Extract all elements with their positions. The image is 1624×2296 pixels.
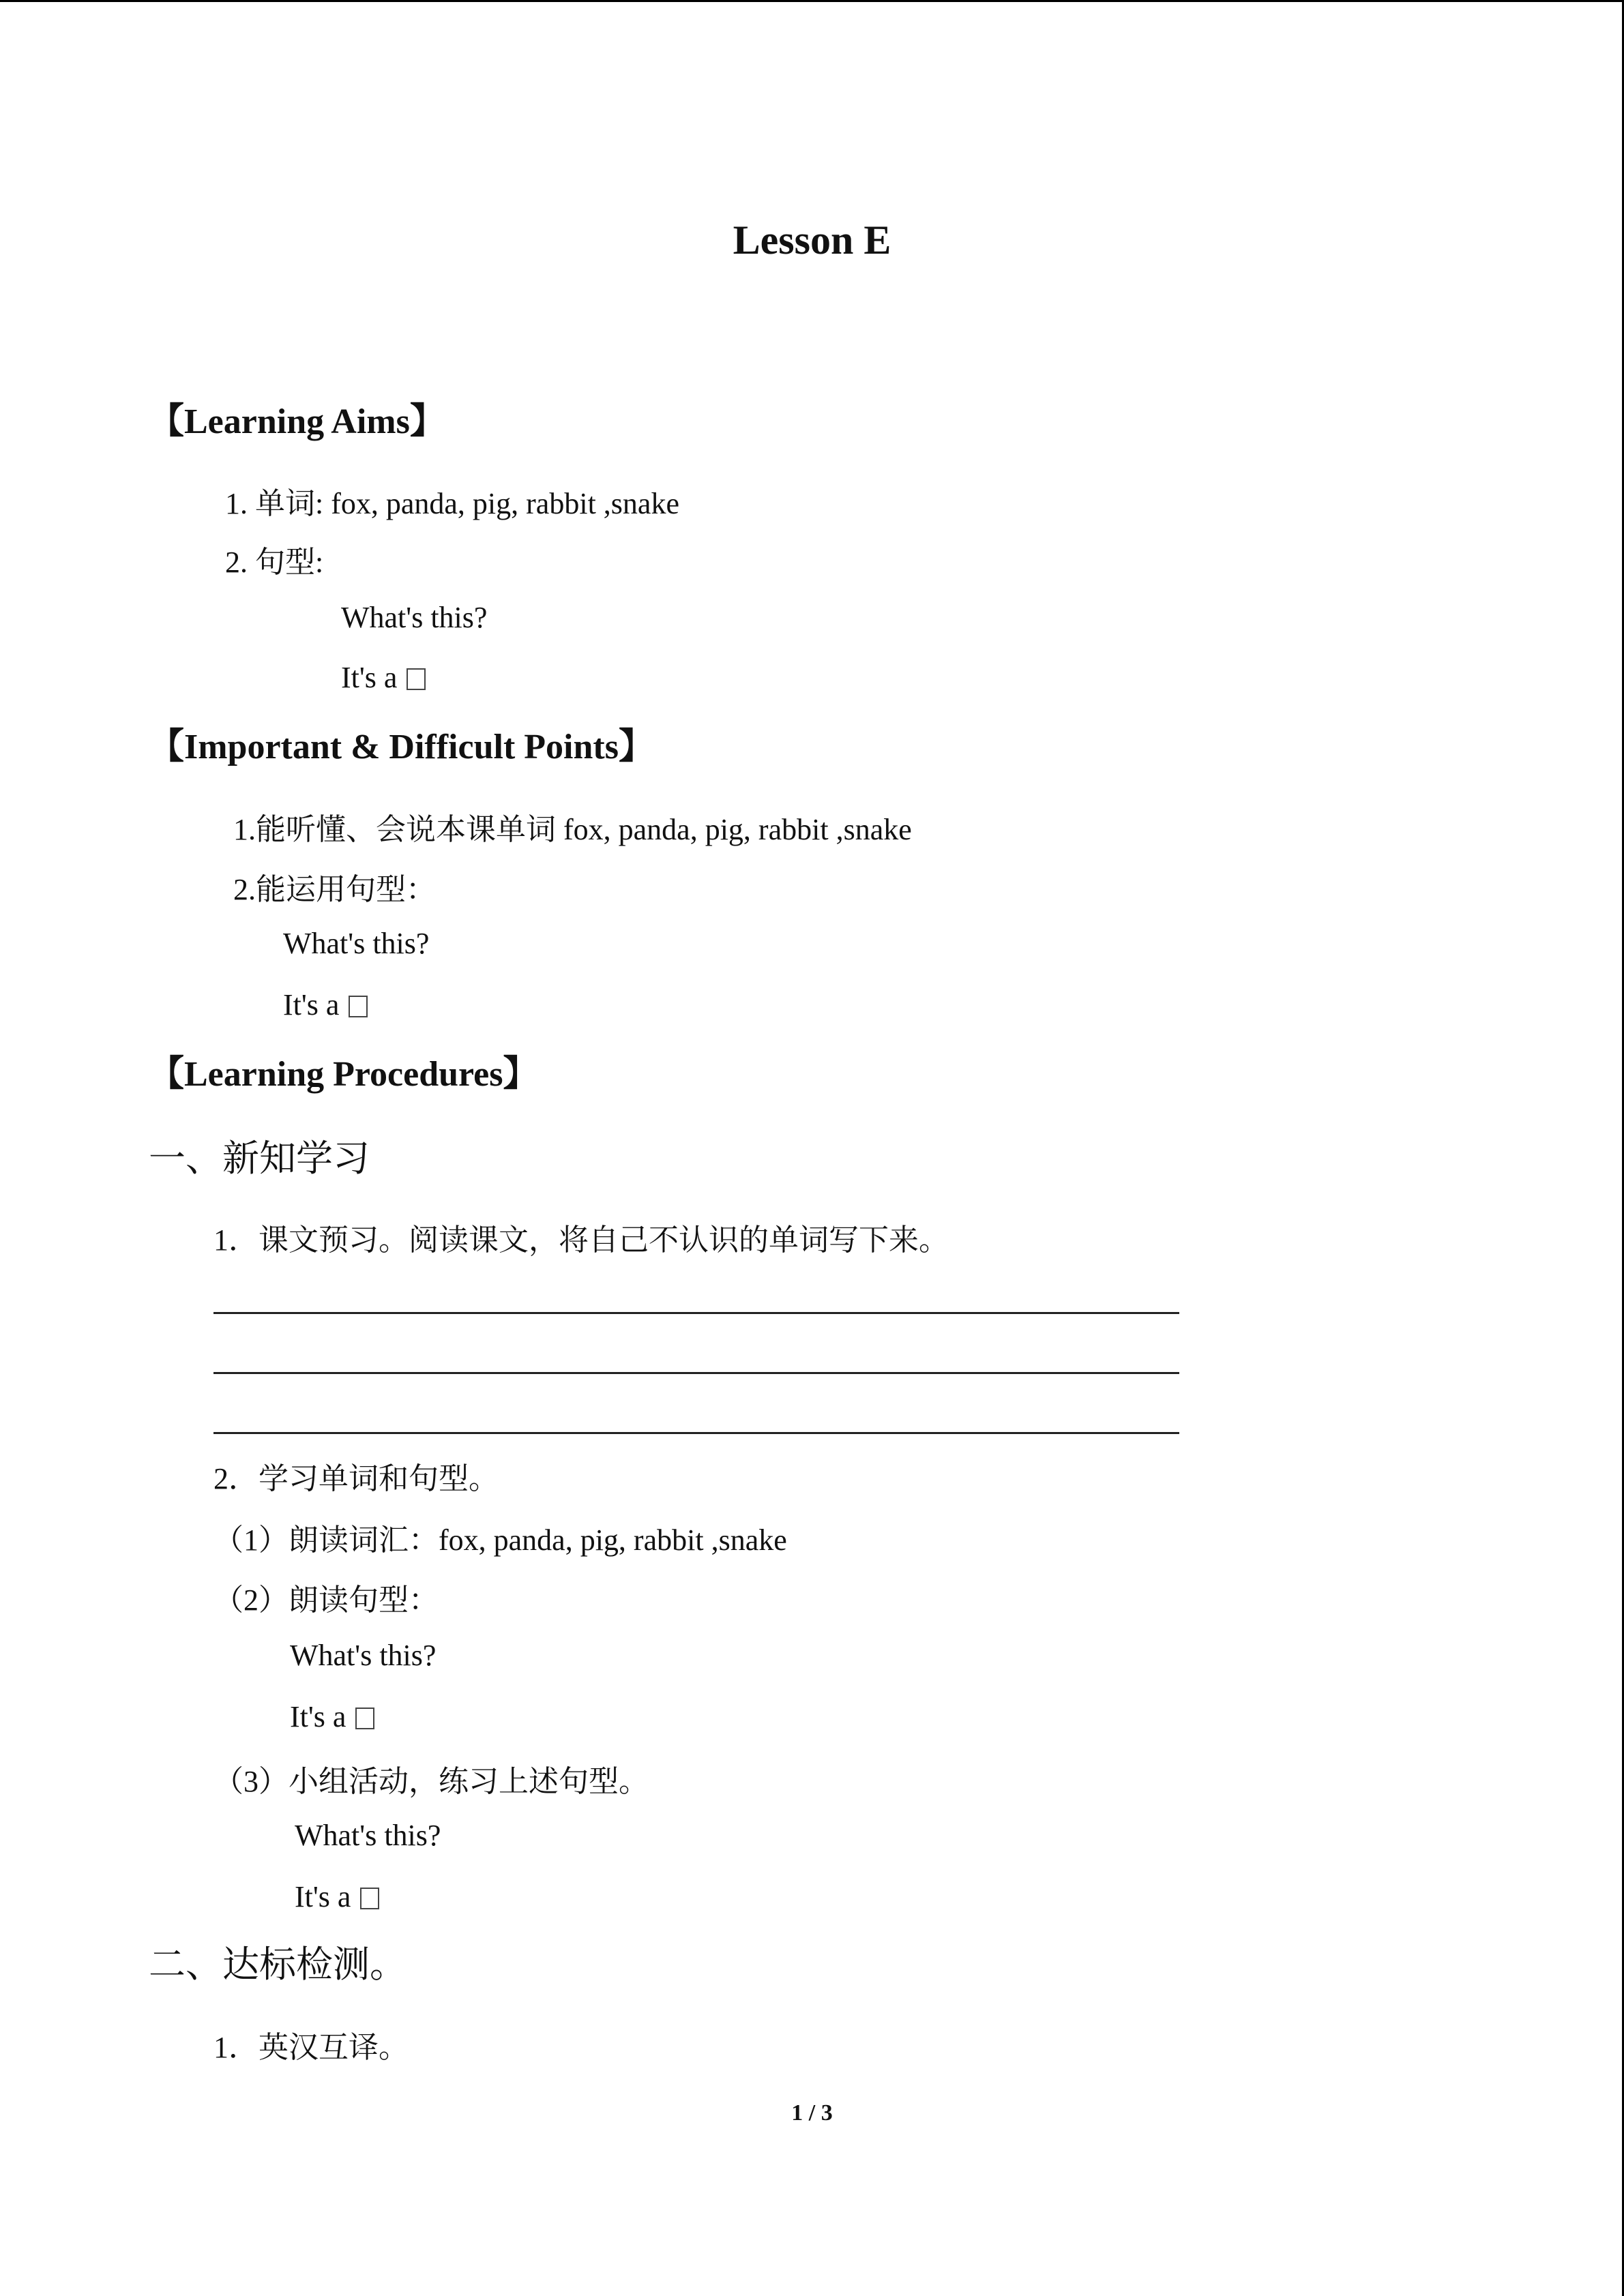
page-title: Lesson E <box>733 218 891 263</box>
answer-blank-line[interactable] <box>213 1312 1179 1314</box>
sub3-answer-text: It's a <box>295 1880 351 1913</box>
page-top-border <box>0 0 1624 2</box>
learning-aims-heading: 【Learning Aims】 <box>149 402 445 441</box>
blank-box-icon <box>360 1888 379 1909</box>
part2-heading: 二、达标检测。 <box>149 1944 407 1985</box>
sub2-question: What's this? <box>290 1639 437 1672</box>
part1-step2: 2．学习单词和句型。 <box>213 1462 499 1495</box>
points-answer-text: It's a <box>283 988 340 1022</box>
part2-step1: 1．英汉互译。 <box>213 2031 409 2064</box>
points-question: What's this? <box>283 927 430 960</box>
aims-item-sentences: 2. 句型: <box>225 546 324 579</box>
important-points-heading: 【Important & Difficult Points】 <box>149 728 654 766</box>
sub3-answer <box>295 1879 379 1914</box>
points-answer <box>283 987 368 1022</box>
part1-step1: 1．课文预习。阅读课文，将自己不认识的单词写下来。 <box>213 1223 949 1257</box>
aims-item-words: 1. 单词: fox, panda, pig, rabbit ,snake <box>225 487 679 520</box>
sub3-question: What's this? <box>295 1819 441 1852</box>
answer-blank-line[interactable] <box>213 1372 1179 1374</box>
part1-sub2: （2）朗读句型： <box>213 1583 439 1617</box>
aims-answer-text: It's a <box>341 661 398 694</box>
page-number: 1 / 3 <box>791 2100 833 2126</box>
blank-box-icon <box>407 668 426 690</box>
blank-box-icon <box>349 996 368 1017</box>
part1-sub1: （1）朗读词汇：fox, panda, pig, rabbit ,snake <box>213 1523 787 1557</box>
points-item-words: 1.能听懂、会说本课单词 fox, panda, pig, rabbit ,snake <box>233 813 912 846</box>
part1-sub3: （3）小组活动，练习上述句型。 <box>213 1765 649 1798</box>
answer-blank-line[interactable] <box>213 1432 1179 1434</box>
learning-procedures-heading: 【Learning Procedures】 <box>149 1055 539 1094</box>
sub2-answer <box>290 1699 374 1734</box>
sub2-answer-text: It's a <box>290 1700 346 1733</box>
blank-box-icon <box>355 1708 374 1729</box>
aims-question: What's this? <box>341 601 488 634</box>
aims-answer <box>341 660 426 695</box>
part1-heading: 一、新知学习 <box>149 1138 370 1179</box>
points-item-sentences: 2.能运用句型： <box>233 873 436 906</box>
